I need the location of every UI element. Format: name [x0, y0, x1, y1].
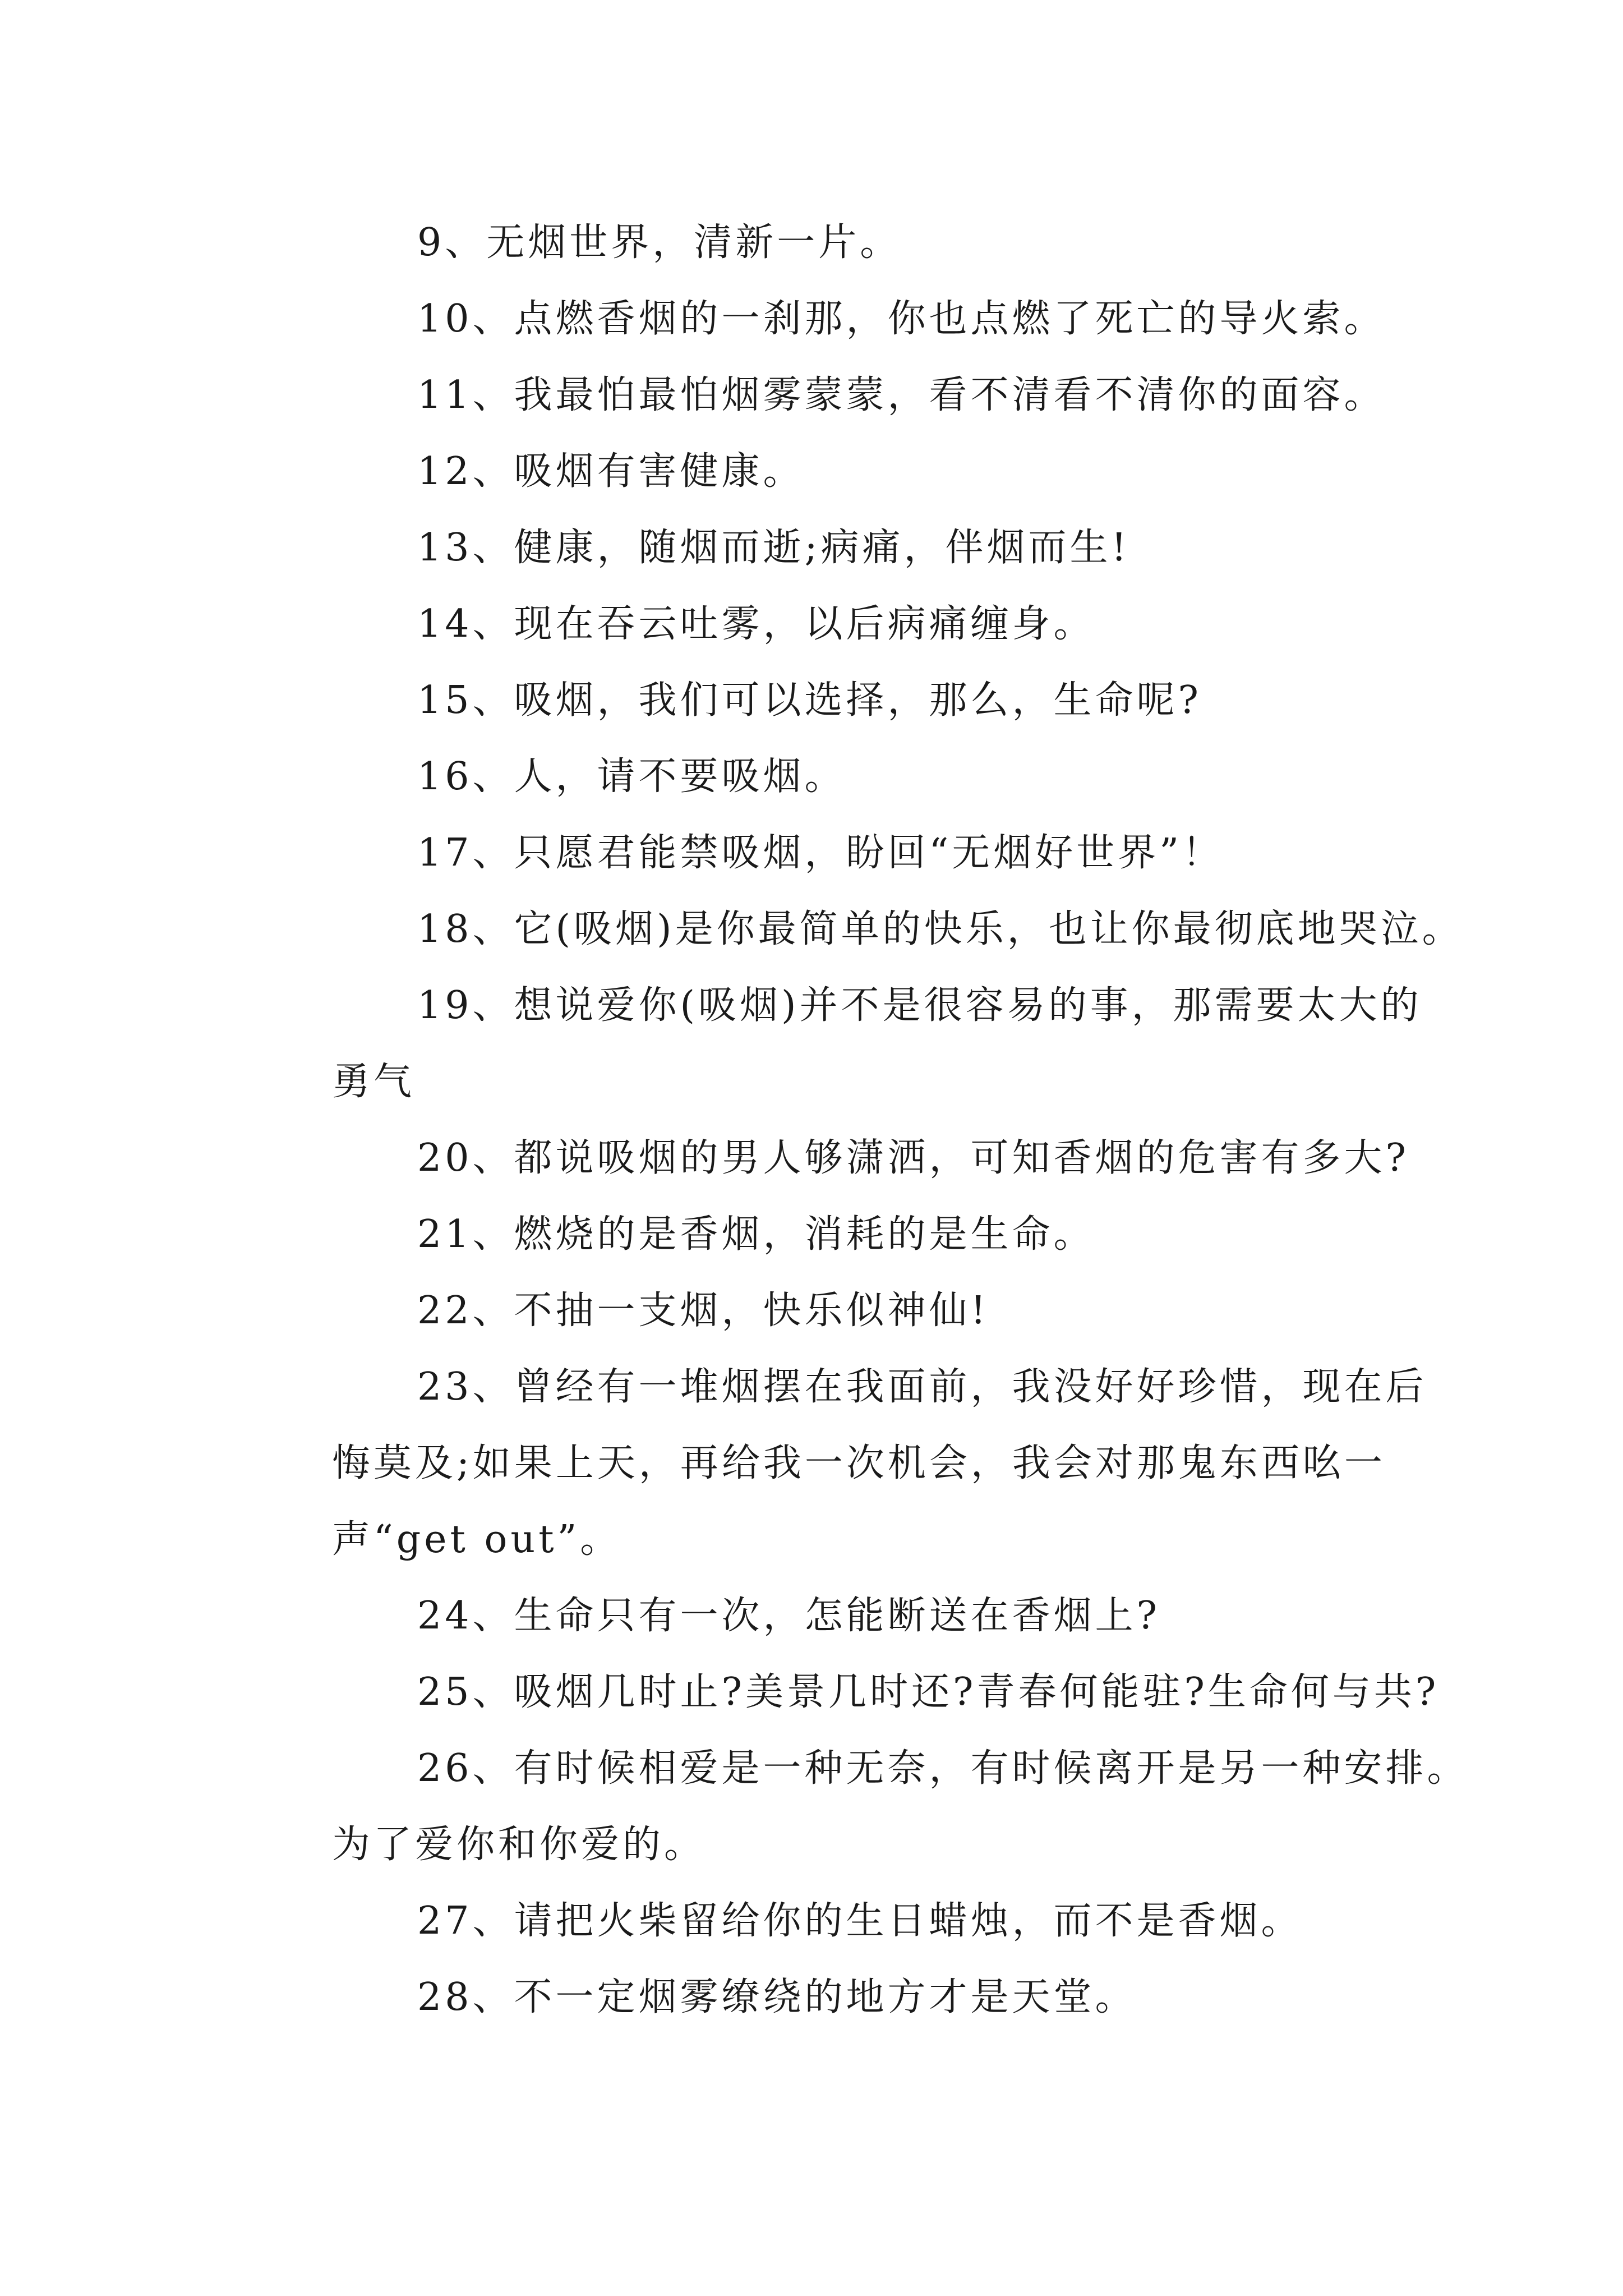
item-line: 25、吸烟几时止?美景几时还?青春何能驻?生命何与共?: [417, 1670, 1440, 1714]
item-line: 28、不一定烟雾缭绕的地方才是天堂。: [417, 1975, 1137, 2019]
list-item: [247, 1273, 1380, 1349]
list-item: [247, 1120, 1409, 1197]
list-item: [247, 968, 1422, 1120]
item-line: 15、吸烟，我们可以选择，那么，生命呢?: [417, 678, 1202, 723]
list-item: [247, 1654, 1440, 1731]
item-line: 26、有时候相爱是一种无奈，有时候离开是另一种安排。: [417, 1746, 1469, 1791]
item-line: 27、请把火柴留给你的生日蜡烛，而不是香烟。: [417, 1899, 1303, 1943]
list-item: [247, 357, 1386, 434]
item-line: 21、燃烧的是香烟，消耗的是生命。: [417, 1212, 1095, 1257]
item-line: 10、点燃香烟的一刹那，你也点燃了死亡的导火索。: [417, 297, 1386, 341]
list-item: [247, 434, 1380, 510]
list-item: [247, 205, 1380, 281]
list-item: [247, 1959, 1380, 2036]
item-line: 24、生命只有一次，怎能断送在香烟上?: [417, 1594, 1160, 1638]
item-line: 19、想说爱你(吸烟)并不是很容易的事，那需要太大的: [417, 983, 1422, 1028]
item-line: 14、现在吞云吐雾，以后病痛缠身。: [417, 602, 1095, 646]
list-item: [247, 815, 1380, 891]
list-item: [247, 586, 1380, 662]
item-line-continued: 为了爱你和你爱的。: [332, 1823, 706, 1867]
list-item: [247, 1349, 1427, 1578]
list-item: [247, 739, 1380, 815]
list-item: [247, 1883, 1380, 1959]
item-line-continued: 声“get out”。: [332, 1517, 622, 1562]
item-line-continued: 勇气: [332, 1060, 416, 1104]
list-item: [247, 662, 1380, 739]
list-item: [247, 1197, 1380, 1273]
item-line: 23、曾经有一堆烟摆在我面前，我没好好珍惜，现在后: [417, 1365, 1427, 1409]
item-line: 13、健康，随烟而逝;病痛，伴烟而生!: [417, 526, 1130, 570]
item-line: 20、都说吸烟的男人够潇洒，可知香烟的危害有多大?: [417, 1136, 1409, 1180]
item-line: 9、无烟世界，清新一片。: [417, 220, 902, 265]
item-line: 12、吸烟有害健康。: [417, 449, 805, 494]
item-line-continued: 悔莫及;如果上天，再给我一次机会，我会对那鬼东西吆一: [332, 1441, 1386, 1485]
item-line: 16、人，请不要吸烟。: [417, 754, 846, 799]
item-line: 11、我最怕最怕烟雾蒙蒙，看不清看不清你的面容。: [417, 373, 1386, 417]
list-item: [247, 891, 1464, 968]
list-item: [247, 281, 1386, 357]
slogan-list: [247, 205, 1469, 2036]
list-item: [247, 1578, 1380, 1654]
item-line: 18、它(吸烟)是你最简单的快乐，也让你最彻底地哭泣。: [417, 907, 1464, 951]
list-item: [247, 1731, 1469, 1883]
item-line: 22、不抽一支烟，快乐似神仙!: [417, 1289, 989, 1333]
item-line: 17、只愿君能禁吸烟，盼回“无烟好世界”！: [417, 831, 1224, 875]
list-item: [247, 510, 1380, 586]
